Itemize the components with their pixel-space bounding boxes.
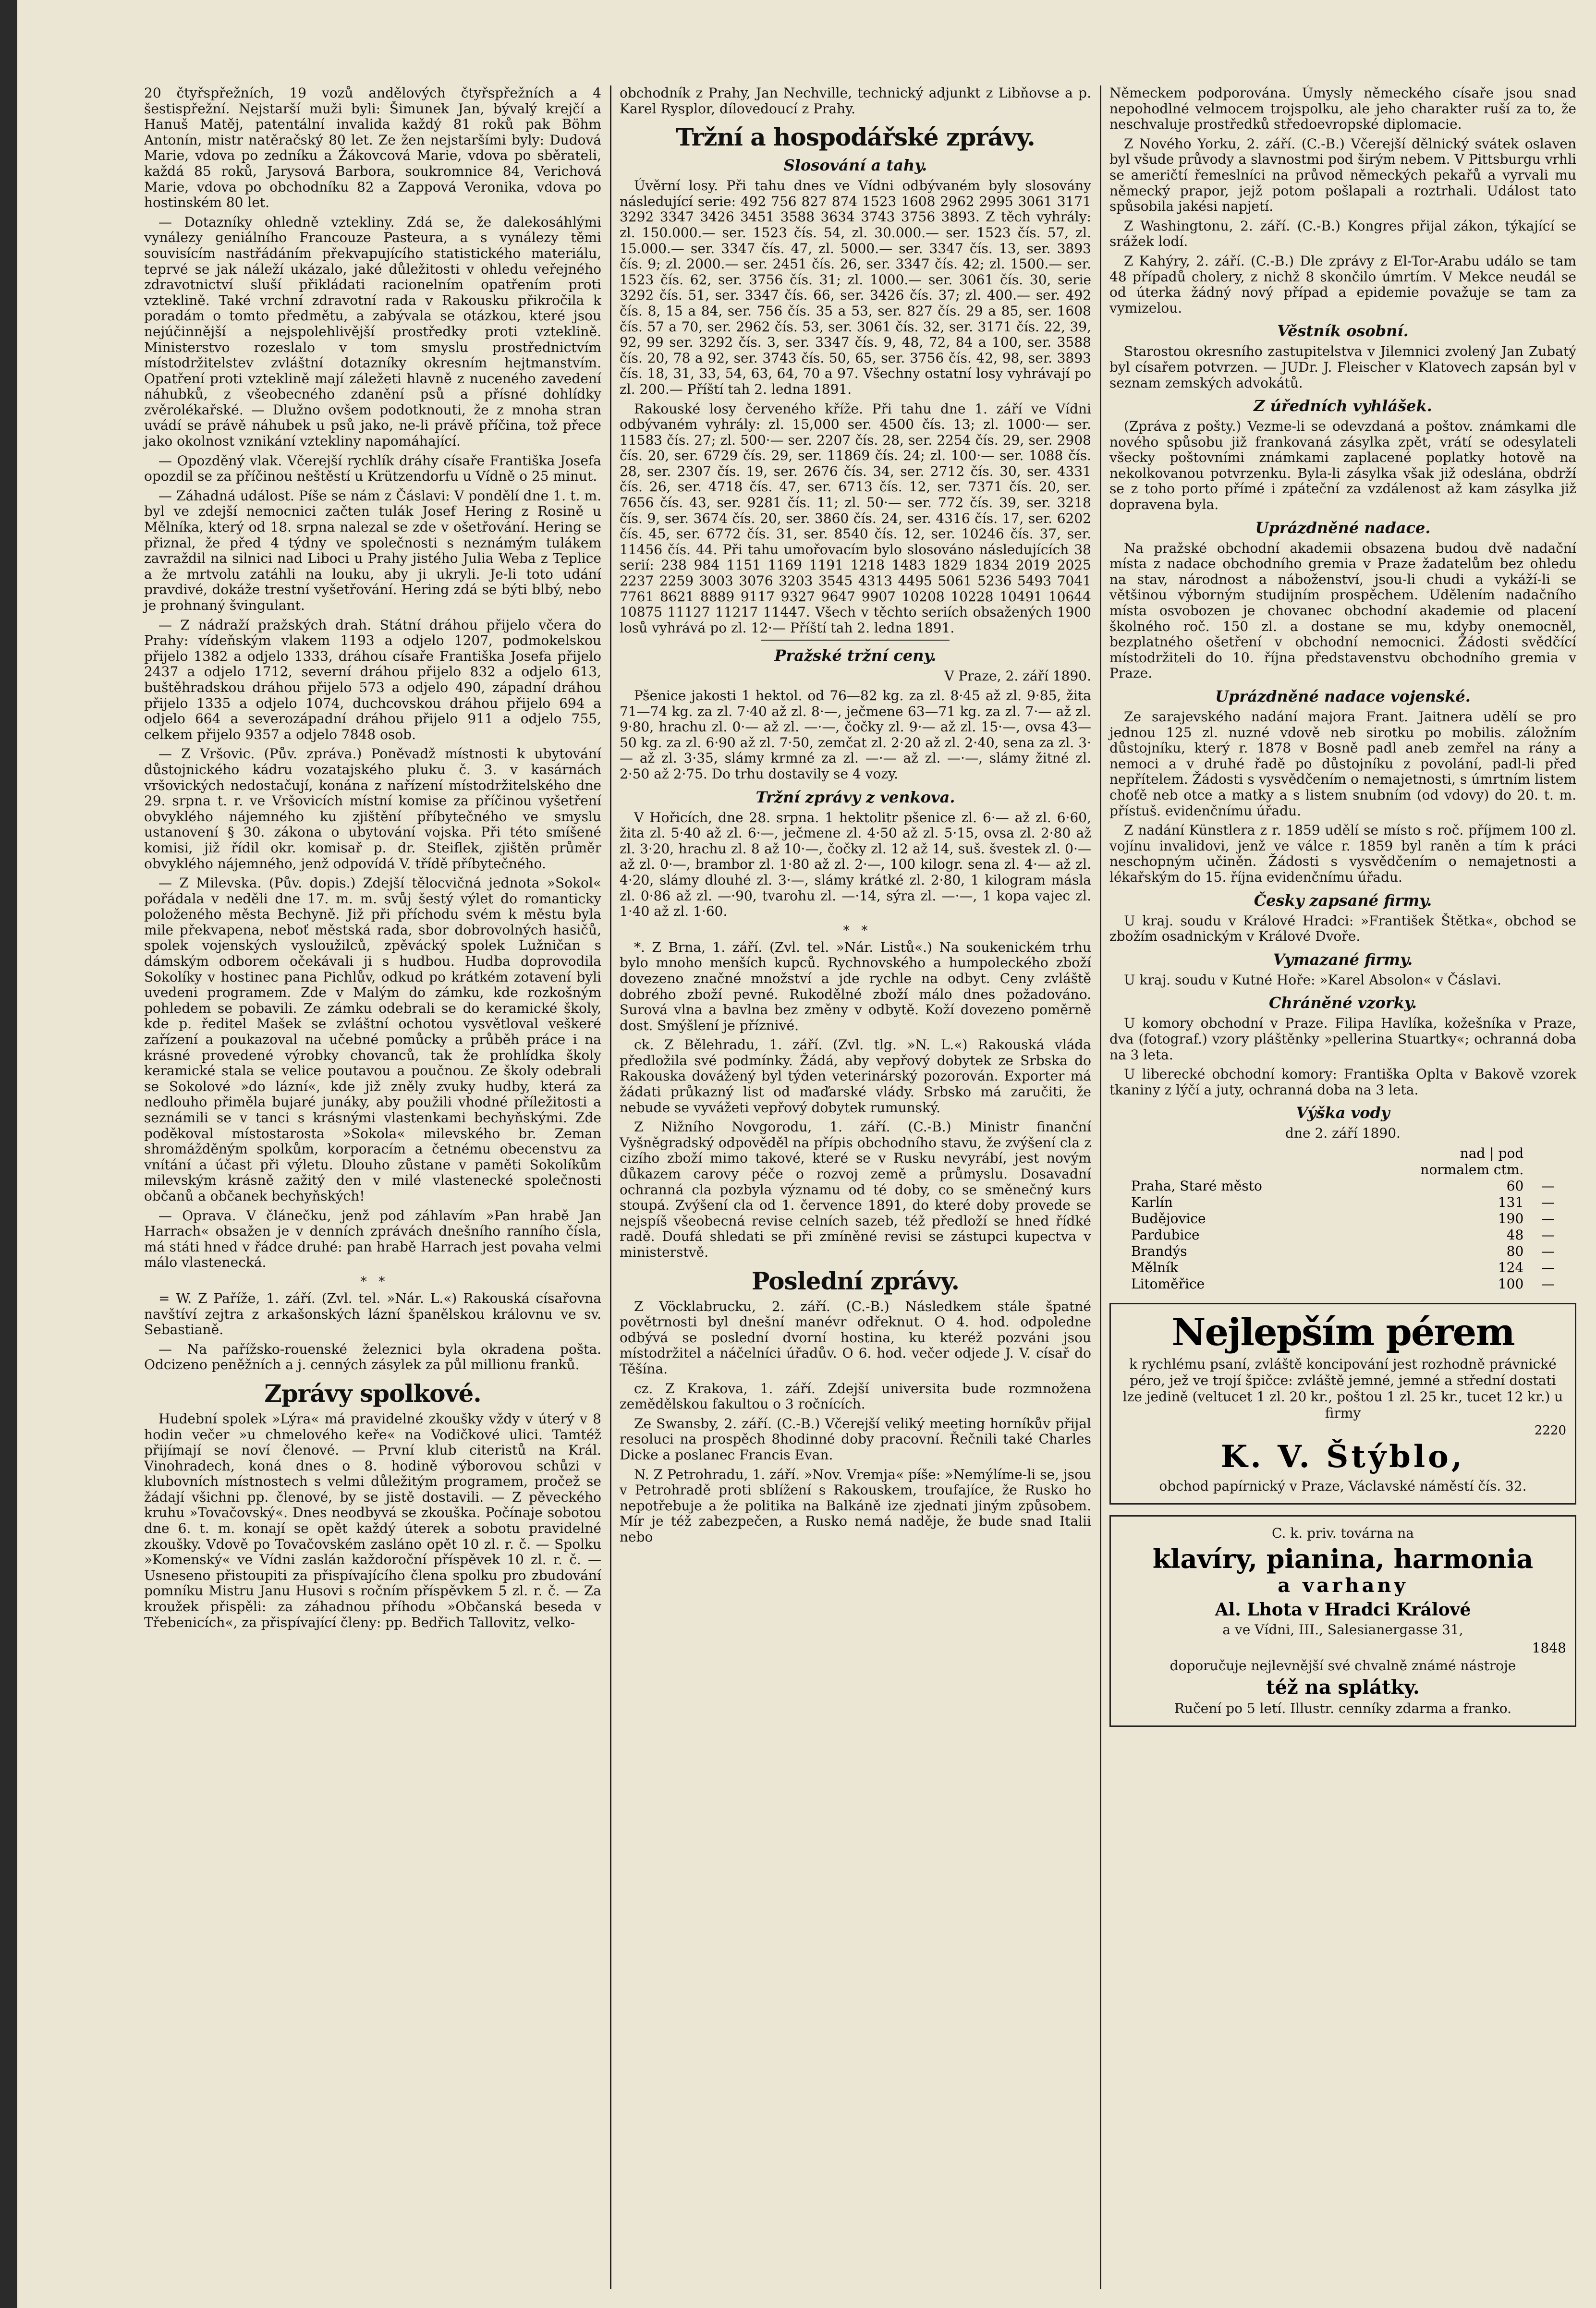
article-novgorod: Z Nižního Novgorodu, 1. září. (C.-B.) Ministr finanční Vyšněgradský odpověděl na přípis obchodního stavu, že zvýšení cla z cizího zboží mimo takové, které se v Rusku nevyrábí, jest novým důkazem carovy péče o rozvoj země a průmyslu. Dosavadní ochranná cla pozbyla významu od té doby, co se směnečný kurs stoupá. Zvýšení cla od 1. července 1891, do které doby provede se nejspíš všeobecná revise celních sazeb, též předloží se hned řídké radě. Doufá shledati se při zmíněné revisi se zástupci kupectva v ministerstvě. <box>620 1119 1091 1260</box>
article-pattern-2: U liberecké obchodní komory: Františka Oplta v Bakově vzorek tkaniny z lýčí a juty, ochranná doba na 3 leta. <box>1109 1066 1576 1098</box>
article-post: (Zpráva z pošty.) Vezme-li se odevzdaná a poštov. známkami dle nového spůsobu již frankovaná zásylka zpět, vrátí se odesylateli všecky poštovními známkami zaplacené poplatky hotově na nekolkovanou potvrzenku. Bylа-li zásylka však již odeslána, obdrží se z toho porto přímé i zpáteční za vzdálenost až kam zásylka již dopravena byla. <box>1109 418 1576 513</box>
ad-company-name: K. V. Štýblo, <box>1220 1438 1465 1475</box>
article-vrsovice: — Z Vršovic. (Pův. zpráva.) Poněvadž místnosti k ubytování důstojnického kádru vozatajského pluku č. 3. v kasárnách vršovických nedostačují, konána z nařízení místodržitelského dne 29. srpna t. r. ve Vršovicích místní komise za příčinou vyšetření obvyklého nájemného ku zjištění příbytečného ve smyslu ustanovení § 30. zákona o ubytování vojska. Při této smíšené komisi, již řídil okr. komisař p. dr. Steiflek, zjištěn průměr obvyklého nájemného, jenž odpovídá V. třídě příbytečného. <box>144 746 601 872</box>
water-place: Litoměřice <box>1131 1275 1205 1292</box>
article-paris: = W. Z Paříže, 1. září. (Zvl. tel. »Nár. L.«) Rakouská císařovna navštíví zejtra z arkašonských lázní španělskou královnu ve sv. Sebastianě. <box>144 1290 601 1338</box>
water-row <box>1128 1243 1558 1260</box>
ad-address: a ve Vídni, III., Salesianergasse 31, <box>1222 1621 1463 1638</box>
water-above: 100 <box>1498 1275 1524 1292</box>
separator-stars: * * <box>360 1274 385 1289</box>
section-heading-latest: Poslední zprávy. <box>751 1266 960 1295</box>
water-above: 60 <box>1506 1178 1524 1194</box>
water-above: 48 <box>1506 1227 1524 1243</box>
column-right <box>1103 85 1583 2289</box>
water-place: Budějovice <box>1131 1210 1206 1227</box>
advertisement-pianos <box>1109 1515 1576 1727</box>
article-mystery: — Záhadná událost. Píše se nám z Čáslavi: V pondělí dne 1. t. m. byl ve zdejší nemocnici začten tulák Josef Hering z Rosině u Mělníka, který od 18. srpna nalezal se zde v ošetřování. Hering se přiznal, že před 4 týdny ve společnosti s neznámým tulákem zavraždil na silnici nad Liboci u Prahy jistého Julia Weba z Teplice a že mrtvolu zatáhli na louku, aby ji ukryli. Je-li toto udání pravdivé, dokáže trestní vyšetřování. Hering zdá se býti blbý, nebo je prohnaný švingulant. <box>144 487 601 613</box>
subheading-water-level: Výška vody <box>1296 1104 1390 1122</box>
article-swansea: Ze Swansby, 2. září. (C.-B.) Včerejší veliký meeting horníkův přijal resoluci na prospěch 8hodinné doby pracovní. Řečnili také Charles Dicke a poslanec Francis Evan. <box>620 1415 1091 1463</box>
newspaper-page <box>17 0 1596 2308</box>
article-washington: Z Washingtonu, 2. září. (C.-B.) Kongres přijal zákon, týkající se srážek lodí. <box>1109 218 1576 250</box>
article-foundation: Na pražské obchodní akademii obsazena budou dvě nadační místa z nadace obchodního gremia v Praze žadatelům bez ohledu na stav, národnost a náboženství, jsou-li chudi a vykáží-li se většinou výborným studijním prospěchem. Udělením nadačního místa osvobozen je chovanec obchodní akademie od placení školného roč. 150 zl. a dostane se mu, kdyby onemocněl, bezplatného ošetření v obchodní nemocnici. Žádosti svědčící místodržiteli do 10. října představenstvu obchodního gremia v Praze. <box>1109 540 1576 681</box>
water-below: — <box>1541 1259 1555 1275</box>
water-below: — <box>1541 1178 1555 1194</box>
subheading-lottery: Slosování a tahy. <box>783 156 927 175</box>
water-below: — <box>1541 1227 1555 1243</box>
water-below: — <box>1541 1194 1555 1210</box>
article-milevsko: — Z Milevska. (Pův. dopis.) Zdejší tělocvičná jednota »Sokol« pořádala v neděli dne 17. m. m. svůj šestý výlet do romanticky položeného města Bechyně. Již při příchodu svém k městu byla mile překvapena, neboť městská rada, sbor dobrovolných hasičů, spolek vojenských vysloužilců, zpěvácký spolek Lužničan s dámským odborem očekávali ji s hudbou. Hudba doprovodila Sokolíky v hostinec pana Pichlův, odkud po krátkém zotavení byli uvedeni programem. Zde v Malým do zámku, kde rozkošným pohledem se pobavili. Ze zámku odebrali se do keramické školy, kde p. ředitel Mašek se zvláštní ochotou vysvětloval veškeré zařízení a poukazoval na učebné pomůcky a průběh práce i na krásné provedené výrobky chovanců, tak že prohlídka školy keramické stala se velice poutavou a poučnou. Ze školy odebrali se Sokolové »do lázní«, kde již zněly zvuky hudby, která za nedlouho přiměla bujaré junáky, aby použili vhodné příležitosti a seznámili se v tanci s krásnými vlastenkami bechyňskými. Zde poděkoval místostarosta »Sokola« milevského br. Zeman shromážděným spolkům, korporacím a četnému obecenstvu za vnítání a účast při výletu. Dlouho zůstane v paměti Sokolíkům milevským krásně zažitý den v milé vlastenecké společnosti občanů a občanek bechyňských! <box>144 875 601 1204</box>
water-row <box>1128 1227 1558 1243</box>
article-deleted-firm: U kraj. soudu v Kutné Hoře: »Karel Absolon« v Čáslavi. <box>1124 972 1501 988</box>
subheading-firms: Česky zapsané firmy. <box>1254 891 1432 910</box>
subheading-military-foundations: Uprázdněné nadace vojenské. <box>1215 687 1471 705</box>
water-above: 131 <box>1498 1194 1524 1210</box>
ad-maker: Al. Lhota v Hradci Králové <box>1215 1599 1471 1620</box>
column-rule <box>610 85 611 2289</box>
separator-stars: * * <box>843 923 868 938</box>
article-firm: U kraj. soudu v Králové Hradci: »František Štětka«, obchod se zbožím osadnickým v Králové Dvoře. <box>1109 912 1576 945</box>
water-row <box>1128 1178 1558 1194</box>
water-place: Karlín <box>1131 1194 1173 1210</box>
article-vocklabruck: Z Vöcklabrucku, 2. září. (C.-B.) Následkem stále špatné povětrnosti byl dnešní manévr odřeknut. O 4. hod. odpoledne odbývá se poslední dvorní hostina, ku kteréž pozváni jsou místodržitel a náčelníci úřadův. O 6. hod. večer odjede J. V. císař do Těšína. <box>620 1298 1091 1377</box>
section-heading-market: Tržní a hospodářské zprávy. <box>676 123 1035 152</box>
article-paragraph: Německem podporována. Úmysly německého císaře jsou snad nepohodlné velmocem trojspolku, ale jeho charakter ruší za to, že neschvaluje prostředků středoevropské diplomacie. <box>1109 85 1576 133</box>
article-petersburg: N. Z Petrohradu, 1. září. »Nov. Vremja« píše: »Nemýlíme-li se, jsou v Petrohradě proti sblížení s Rakouskem, troufajíce, že Rusko ho nepotřebuje a že politika na Balkáně ize zjednati jiným způsobem. Mír je též zabezpečen, a Rusko nemá naděje, že bude snad Italii nebo <box>620 1466 1091 1545</box>
article-cairo: Z Kahýry, 2. září. (C.-B.) Dle zprávy z El-Tor-Arabu událo se tam 48 případů cholery, z nichž 8 skončilo úmrtím. V Mekce neudál se od úterka žádný nový případ a epidemie považuje se tam za vymizelou. <box>1109 253 1576 316</box>
article-red-cross-lottery: Rakouské losy červeného kříže. Při tahu dne 1. září ve Vídni odbývaném vyhrály: zl. 15,000 ser. 4500 čís. 13; zl. 1000·— ser. 11583 čís. 27; zl. 500·— ser. 2207 čís. 28, ser. 2254 čís. 29, ser. 2908 čís. 20, ser. 6729 čís. 29, ser. 11869 čís. 24; zl. 100·— ser. 1088 čís. 28, ser. 2307 čís. 19, ser. 2676 čís. 34, ser. 2712 čís. 30, ser. 4331 čís. 26, ser. 4718 čís. 47, ser. 6713 čís. 12, ser. 7371 čís. 20, ser. 7656 čís. 43, ser. 9281 čís. 11; zl. 50·— ser. 772 čís. 39, ser. 3218 čís. 9, ser. 3674 čís. 20, ser. 3860 čís. 24, ser. 4316 čís. 17, ser. 6202 čís. 45, ser. 6772 čís. 31, ser. 8540 čís. 12, ser. 10246 čís. 37, ser. 11456 čís. 44. Při tahu umořovacím bylo slosováno následujících 38 serií: 238 984 1151 1169 1191 1218 1483 1829 1834 2019 2025 2237 2259 3003 3076 3203 3545 4313 4495 5061 5236 5493 7041 7761 8621 8889 9117 9327 9647 9907 10208 10228 10491 10644 10875 11127 11217 11447. Všech v těchto seriích obsažených 1900 losů vyhrává po zl. 12·— Příští tah 2. ledna 1891. <box>620 401 1091 636</box>
water-below: — <box>1541 1210 1555 1227</box>
subheading-country-market: Tržní zprávy z venkova. <box>755 788 955 806</box>
ad-headline: Nejlepším pérem <box>1171 1310 1514 1354</box>
advertisement-pen <box>1109 1303 1576 1505</box>
water-above: 80 <box>1506 1243 1524 1259</box>
article-pattern-1: U komory obchodní v Praze. Filipa Havlíka, kožešníka v Praze, dva (fotograf.) vzory pláštěnky »pellerina Stuartky«; ochranná doba na 3 leta. <box>1109 1015 1576 1063</box>
column-middle <box>613 85 1098 2289</box>
water-level-table <box>1128 1145 1558 1292</box>
water-place: Brandýs <box>1131 1243 1187 1259</box>
ad-number: 2220 <box>1534 1423 1566 1438</box>
subheading-patterns: Chráněné vzorky. <box>1269 994 1417 1012</box>
article-delayed-train: — Opozděný vlak. Včerejší rychlík dráhy císaře Františka Josefa opozdil se za příčinou neštěstí u Krützendorfu u Vídně o 25 minut. <box>144 452 601 485</box>
subheading-official: Z úředních vyhlášek. <box>1254 397 1432 415</box>
article-krakow: cz. Z Krakova, 1. září. Zdejší universita bude rozmnožena zemědělskou fakultou o 3 ročnících. <box>620 1380 1091 1412</box>
water-header: nad | pod <box>1460 1145 1524 1161</box>
article-prague-prices: Pšenice jakosti 1 hektol. od 76—82 kg. za zl. 8·45 až zl. 9·85, žita 71—74 kg. za zl. 7·40 až zl. 8·—, ječmene 63—71 kg. za zl. 7·— až zl. 9·80, hrachu zl. 0·— až zl. —·—, čočky zl. 9·— až zl. 15·—, ovsa 43—50 kg. za zl. 6·90 až zl. 7·50, zemčat zl. 2·20 až zl. 2·40, sena za zl. 3·— až zl. 3·35, slámy krmné za zl. —·— až zl. —·—, slámy žitné zl. 2·50 až 2·75. Do trhu dostavily se 4 vozy. <box>620 688 1091 782</box>
water-above: 190 <box>1498 1210 1524 1227</box>
water-below: — <box>1541 1275 1555 1292</box>
divider <box>761 640 950 641</box>
water-place: Pardubice <box>1131 1227 1200 1243</box>
subheading-foundations: Uprázdněné nadace. <box>1255 518 1431 537</box>
ad-text: k rychlému psaní, zvláště koncipování jest rozhodně právnické péro, jež ve trojí špičce: zvláště jemné, jemné a střední dostati lze jedině (veltucet 1 zl. 20 kr., poštou 1 zl. 25 kr., tucet 12 kr.) u firmy <box>1122 1356 1563 1421</box>
article-jaitner: Ze sarajevského nadání majora Frant. Jaitnera udělí se pro jednou 125 zl. nuzné vdově neb sirotku po mobilis. záložním důstojníku, který r. 1878 v Bosně padl aneb zemřel na rány a nemoci a v druhé řadě po důstojníku z povolání, padl-li před nepřítelem. Žádosti s vysvědčením o nemajetnosti, s úmrtním listem choťě neb otce a matky a s listem snubním (od vdovy) do 20. t. m. přístuš. evidenčnímu úřadu. <box>1109 709 1576 819</box>
article-rabies: — Dotazníky ohledně vztekliny. Zdá se, že dalekosáhlými vynálezy geniálního Francouze Pasteura, a s vynálezy těmi souvisícím nastřádáním překvapujícího statistického materiálu, teprvé se jak náleží ukázalo, jaké důležitosti v ohledu veřejného zdravotnictví sluší přikládati racionelním opatřením proti vzteklině. Také vrchní zdravotní rada v Rakousku přikročila k poradám o tomto předmětu, a zabývala se otázkou, které jsou nejúčinnější a nejspolehlivější prostředky proti vzteklině. Ministerstvo rozeslalo v tom smyslu prostřednictvím místodržitelstev zvláštní dotazníky okresním hejtmanstvím. Opatření proti vzteklině mají záležeti hlavně z nuceného zavedení náhubků, z všeobecného zdanění psů a přísné dohlídky zvěrolékařské. — Dlužno ovšem podotknouti, že z mnoha stran uvádí se právě náhubek u psů jako, ne-li právě příčina, tož přece jako okolnost vznikání vztekliny napomáhající. <box>144 214 601 449</box>
water-header: normalem ctm. <box>1420 1161 1524 1178</box>
article-new-york: Z Nového Yorku, 2. září. (C.-B.) Včerejší dělnický svátek oslaven byl všude průvody a slavnostmi pod širým nebem. V Pittsburgu vrhli se američtí řemeslníci na průvod německých pekařů a vyrvali mu německý prapor, jejž potom pošlapali a roztrhali. Událost tato spůsobila jakési napjetí. <box>1109 135 1576 215</box>
water-row <box>1128 1276 1558 1292</box>
water-above: 124 <box>1498 1259 1524 1275</box>
water-place: Mělník <box>1131 1259 1179 1275</box>
column-rule <box>1100 85 1101 2289</box>
ad-product-2: a varhany <box>1278 1574 1408 1597</box>
water-row <box>1128 1194 1558 1211</box>
water-row <box>1128 1260 1558 1276</box>
article-mail-robbery: — Na pařížsko-rouenské železnici byla okradena pošta. Odcizeno peněžních a j. cenných zásylek za půl millionu franků. <box>144 1341 601 1373</box>
article-horice: V Hořicích, dne 28. srpna. 1 hektolitr pšenice zl. 6·— až zl. 6·60, žita zl. 5·40 až zl. 6·—, ječmene zl. 4·50 až zl. 5·15, ovsa zl. 2·80 až zl. 3·20, hrachu zl. 8 až 10·—, čočky zl. 12 až 14, suš. švestek zl. 0·— až zl. 0·—, brambor zl. 1·80 až zl. 2·—, 100 kilogr. sena zl. 4·— až zl. 4·20, slámy dlouhé zl. 3·—, slámy krátké zl. 2·80, 1 kilogram másla zl. 0·86 až zl. —·90, tvarohu zl. —·14, sýra zl. —·—, 1 kopa vajec zl. 1·40 až zl. 1·60. <box>620 809 1091 920</box>
article-credit-lottery: Úvěrní losy. Při tahu dnes ve Vídni odbývaném byly slosovány následující serie: 492 756 827 874 1523 1608 2962 2995 3061 3171 3292 3347 3426 3451 3588 3634 3743 3756 3893. Z těch vyhrály: zl. 150.000.— ser. 1523 čís. 54, zl. 30.000.— ser. 1523 čís. 57, zl. 15.000.— ser. 3347 čís. 47, zl. 5000.— ser. 3347 čís. 13, ser. 3893 čís. 9; zl. 2000.— ser. 2451 čís. 26, ser. 3347 čís. 42; zl. 1500.— ser. 1523 čís. 62, ser. 3756 čís. 31; zl. 1000.— ser. 3061 čís. 30, serie 3292 čís. 51, ser. 3347 čís. 66, ser. 3426 čís. 37; zl. 400.— ser. 492 čís. 8, 15 a 84, ser. 756 čís. 35 a 53, ser. 827 čís. 29 a 85, ser. 1608 čís. 57 a 70, ser. 2962 čís. 53, ser. 3061 čís. 32, ser. 3171 čís. 22, 39, 92, 99 ser. 3292 čís. 3, ser. 3347 čís. 9, 48, 72, 84 a 100, ser. 3588 čís. 20, 78 a 92, ser. 3743 čís. 50, 65, ser. 3756 čís. 42, 98, ser. 3893 čís. 18, 31, 33, 54, 63, 64, 70 a 97. Všechny ostatní losy vyhrávají po zl. 200.— Příští tah 2. ledna 1891. <box>620 178 1091 397</box>
ad-product: klavíry, pianina, harmonia <box>1152 1543 1534 1574</box>
article-belgrade: ck. Z Bělehradu, 1. září. (Zvl. tlg. »N. L.«) Rakouská vláda předložila své podmínky. Žádá, aby vepřový dobytek ze Srbska do Rakouska dovážený byl týden veterinárský pozorován. Exporter má žádati průkazný list od maďarské vlády. Srbsko má zaručiti, že nebude se vyvážeti vepřový dobytek rumunský. <box>620 1037 1091 1116</box>
article-railway-stations: — Z nádraží pražských drah. Státní dráhou přijelo včera do Prahy: vídeňským vlakem 1193 a odjelo 1207, podmokelskou přijelo 1382 a odjelo 1333, dráhou císaře Františka Josefa přijelo 2437 a odjelo 1712, severní dráhou přijelo 832 a odjelo 613, buštěhradskou dráhou přijelo 573 a odjelo 490, západní dráhou přijelo 1335 a odjelo 1074, duchcovskou dráhou přijelo 694 a odjelo 664 a severozápadní dráhou přijelo 911 a odjelo 755, celkem přijelo 9357 a odjelo 7848 osob. <box>144 617 601 742</box>
ad-line: doporučuje nejlevnější své chvalně známé nástroje <box>1170 1657 1516 1674</box>
subheading-deleted-firms: Vymazané firmy. <box>1273 950 1413 969</box>
article-paragraph: 20 čtyřspřežních, 19 vozů andělových čtyřspřežních a 4 šestispřežní. Nejstarší muži byli: Šimunek Jan, bývalý krejčí a Hanuš Matěj, patentální invalida každý 81 roků pak Böhm Antonín, mistr natěračský 80 let. Ze žen nejstaršími byly: Dudová Marie, vdova po zedníku a Žákovcová Marie, vdova po sběrateli, každá 85 roků, Jarysová Barbora, soukromnice 84, Verichová Marie, vdova po obchodníku 82 a Zappová Veronika, vdova po hostinském 80 let. <box>144 85 601 211</box>
water-below: — <box>1541 1243 1555 1259</box>
column-left <box>137 85 608 2289</box>
water-date: dne 2. září 1890. <box>1285 1125 1401 1142</box>
subheading-personal: Věstník osobní. <box>1277 322 1409 340</box>
section-heading-clubs: Zprávy spolkové. <box>264 1379 481 1408</box>
article-correction: — Oprava. V článečku, jenž pod záhlavím »Pan hrabě Jan Harrach« obsažen je v denních zprávách dnešního ranního čísla, má státi hned v řádce druhé: pan hrabě Harrach jest povaha velmi málo vlastenecká. <box>144 1207 601 1271</box>
dateline: V Praze, 2. září 1890. <box>944 668 1091 684</box>
ad-year: 1848 <box>1532 1640 1566 1656</box>
article-paragraph: obchodník z Prahy, Jan Nechville, technický adjunkt z Libňovse a p. Karel Rysplor, dílovedoucí z Prahy. <box>620 85 1091 117</box>
article-brno: *. Z Brna, 1. září. (Zvl. tel. »Nár. Listů«.) Na soukenickém trhu bylo mnoho menších kupců. Rychnovského a humpoleckého zboží dovezeno značné množství a jde rychle na odbyt. Ceny zvláště dobrého zboží pevné. Rukodělné zboží málo dnes požadováno. Surová vlna a bavlna bez změny v odbytě. Koží dovezeno poměrně dost. Smýšlení je příznivé. <box>620 939 1091 1033</box>
water-row <box>1128 1211 1558 1227</box>
ad-installments: též na splátky. <box>1266 1676 1420 1699</box>
article-clubs: Hudební spolek »Lýra« má pravidelné zkoušky vždy v úterý v 8 hodin večer »u chmelového keře« na Vodičkové ulici. Tamtéž přijímají se noví členové. — První klub citeristů na Král. Vinohradech, koná dnes o 8. hodině výborovou schůzi v klubovních místnostech s velmi důležitým programem, pročež se žádají všichni pp. členové, by se jistě dostavili. — Z pěveckého kruhu »Tovačovský«. Dnes neodbyvá se zkouška. Počínaje sobotou dne 6. t. m. konají se opět každý úterek a sobotu pravidelné zkoušky. Vdově po Tovačovském zasláno opět 10 zl. r. č. — Spolku »Komenský« ve Vídni zaslán každoroční příspěvek 10 zl. r. č. — Usneseno přistoupiti za přispívajícího člena spolku pro zbudování pomníku Mistru Janu Husovi s ročním příspěvkem 5 zl. r. č. — Za kroužek přispěli: za záhadnou příhodu »Občanská beseda v Třebenicích«, za přispívající členy: pp. Bedřich Tallovitz, velko- <box>144 1410 601 1630</box>
ad-address: obchod papírnický v Praze, Václavské náměstí čís. 32. <box>1159 1478 1527 1494</box>
ad-line: Ručení po 5 letí. Illustr. cenníky zdarma a franko. <box>1174 1700 1512 1716</box>
ad-line: C. k. priv. továrna na <box>1272 1525 1414 1541</box>
water-place: Praha, Staré město <box>1131 1178 1262 1194</box>
subheading-prague-prices: Pražské tržní ceny. <box>774 646 937 665</box>
article-kunstler: Z nadání Künstlera z r. 1859 udělí se místo s roč. příjmem 100 zl. vojínu invalidovi, jenž ve válce r. 1859 byl raněn a tím k práci neschopným učiněn. Žádosti s vysvědčením o nemajetnosti a lékařským do 15. října evidenčnímu úřadu. <box>1109 822 1576 885</box>
article-personal: Starostou okresního zastupitelstva v Jilemnici zvolený Jan Zubatý byl císařem potvrzen. — JUDr. J. Fleischer v Klatovech zapsán byl v seznam zemských advokátů. <box>1109 343 1576 391</box>
